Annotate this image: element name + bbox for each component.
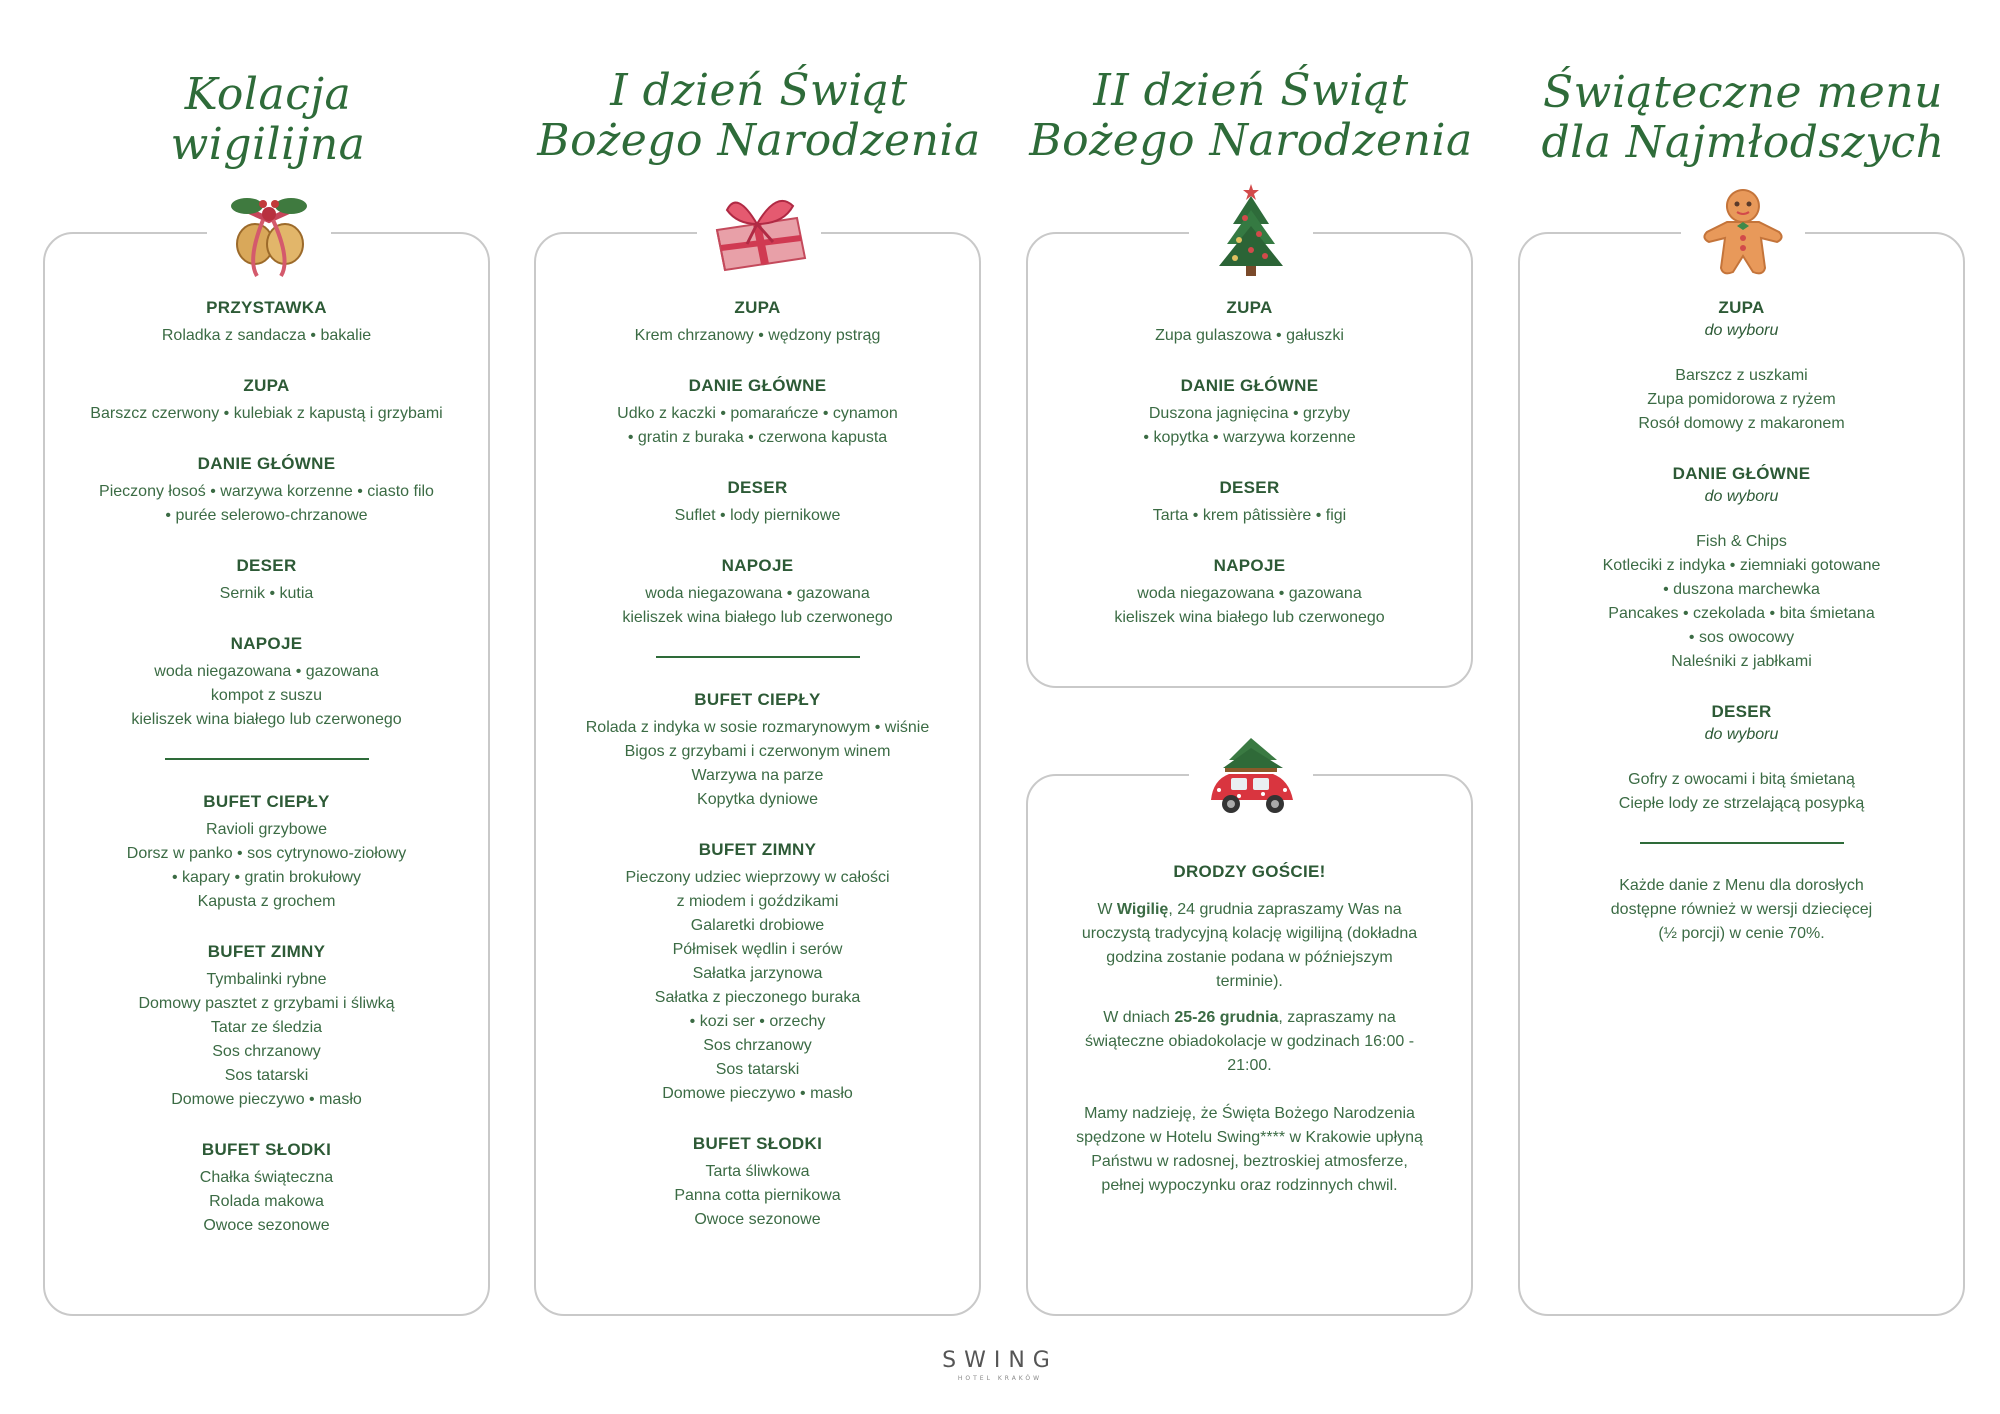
menu-item: • purée selerowo-chrzanowe [165, 507, 368, 524]
menu-item: • kopytka • warzywa korzenne [1143, 429, 1356, 446]
section-subheading: do wyboru [1704, 322, 1779, 339]
menu-item: Chałka świąteczna [199, 1169, 334, 1186]
menu-section [1028, 374, 1471, 450]
section-heading: DESER [236, 556, 297, 575]
menu-item: Pieczony łosoś • warzywa korzenne • ciasto filo [99, 483, 434, 500]
menu-item: Bigos z grzybami i czerwonym winem [624, 743, 891, 760]
menu-item: Tarta śliwkowa [705, 1163, 810, 1180]
menu-item: Fish & Chips [1696, 533, 1787, 550]
menu-item: Sałatka z pieczonego buraka [654, 989, 861, 1006]
section-subheading: do wyboru [1704, 488, 1779, 505]
guests-paragraph-1: W Wigilię, 24 grudnia zapraszamy Was na uroczystą tradycyjną kolację wigilijną (dokładna godzina zostanie podana w późniejszym terminie). [1081, 901, 1418, 990]
menu-item: Zupa gulaszowa • gałuszki [1155, 327, 1344, 344]
menu-section [1520, 462, 1963, 674]
logo-subtitle: HOTEL KRAKÓW [957, 1375, 1043, 1382]
menu-item: Galaretki drobiowe [690, 917, 825, 934]
logo-name: SWING [942, 1348, 1058, 1373]
menu-item: Owoce sezonowe [203, 1217, 330, 1234]
menu-section [1028, 554, 1471, 630]
menu-section [45, 940, 488, 1112]
menu-item: Barszcz z uszkami [1675, 367, 1808, 384]
section-heading: BUFET CIEPŁY [694, 690, 821, 709]
title-line: Bożego Narodzenia [1029, 115, 1473, 166]
section-heading: PRZYSTAWKA [206, 298, 327, 317]
menu-item: woda niegazowana • gazowana [1137, 585, 1362, 602]
menu-item: Naleśniki z jabłkami [1671, 653, 1812, 670]
menu-section [1028, 296, 1471, 348]
title-line: I dzień Świąt [610, 65, 908, 116]
section-heading: ZUPA [734, 298, 781, 317]
menu-item: Sernik • kutia [219, 585, 314, 602]
column-title-ii-dzien-swiat [1016, 66, 1486, 166]
menu-section [536, 476, 979, 528]
menu-item: Rosół domowy z makaronem [1638, 415, 1845, 432]
menu-item: woda niegazowana • gazowana [645, 585, 870, 602]
section-heading: NAPOJE [721, 556, 794, 575]
menu-item: • duszona marchewka [1663, 581, 1820, 598]
menu-section [1520, 700, 1963, 816]
menu-item: Dorsz w panko • sos cytrynowo-ziołowy [126, 845, 407, 862]
title-line: dla Najmłodszych [1541, 117, 1945, 168]
section-heading: DESER [1219, 478, 1280, 497]
section-heading: BUFET SŁODKI [201, 1140, 332, 1159]
kids-menu-note [1520, 874, 1963, 946]
section-heading: DESER [1711, 702, 1772, 721]
title-line: Kolacja [184, 69, 352, 120]
menu-item: Kotleciki z indyka • ziemniaki gotowane [1602, 557, 1881, 574]
menu-item: Półmisek wędlin i serów [672, 941, 843, 958]
note-line: (½ porcji) w cenie 70%. [1658, 925, 1825, 942]
christmas-tree-icon [1189, 178, 1313, 278]
section-divider [1640, 842, 1844, 844]
note-line: dostępne również w wersji dziecięcej [1610, 901, 1873, 918]
menu-item: Barszcz czerwony • kulebiak z kapustą i grzybami [90, 405, 443, 422]
menu-item: Ravioli grzybowe [206, 821, 327, 838]
menu-section [45, 554, 488, 606]
section-heading: BUFET SŁODKI [692, 1134, 823, 1153]
menu-item: kompot z suszu [210, 687, 323, 704]
menu-item: • kozi ser • orzechy [689, 1013, 826, 1030]
section-heading: BUFET CIEPŁY [203, 792, 330, 811]
menu-item: Sos chrzanowy [212, 1043, 321, 1060]
title-line: II dzień Świąt [1093, 65, 1409, 116]
christmas-bells-icon [207, 180, 331, 280]
menu-item: Sos tatarski [224, 1067, 309, 1084]
menu-section [536, 374, 979, 450]
menu-item: Domowy pasztet z grzybami i śliwką [138, 995, 395, 1012]
menu-item: Kopytka dyniowe [697, 791, 818, 808]
gift-box-icon [697, 180, 821, 280]
section-heading: NAPOJE [230, 634, 303, 653]
menu-item: Krem chrzanowy • wędzony pstrąg [634, 327, 881, 344]
menu-item: Sos tatarski [715, 1061, 800, 1078]
section-divider [656, 656, 860, 658]
menu-item: woda niegazowana • gazowana [154, 663, 379, 680]
menu-section [536, 838, 979, 1106]
menu-item: Pieczony udziec wieprzowy w całości [625, 869, 890, 886]
title-line: Bożego Narodzenia [537, 115, 981, 166]
menu-item: Roladka z sandacza • bakalie [161, 327, 372, 344]
menu-item: Owoce sezonowe [694, 1211, 821, 1228]
menu-item: Ciepłe lody ze strzelającą posypką [1618, 795, 1865, 812]
menu-section [45, 1138, 488, 1238]
section-heading: BUFET ZIMNY [207, 942, 326, 961]
section-subheading: do wyboru [1704, 726, 1779, 743]
menu-card-dla-dzieci [1518, 232, 1965, 1316]
menu-item: Zupa pomidorowa z ryżem [1647, 391, 1836, 408]
gingerbread-man-icon [1681, 182, 1805, 282]
menu-item: Sałatka jarzynowa [692, 965, 823, 982]
guests-paragraph-3: Mamy nadzieję, że Święta Bożego Narodzenia spędzone w Hotelu Swing**** w Krakowie upłyną Państwu w radosnej, beztroskiej atmosferze, pełnej wypoczynku oraz rodzinnych chwil. [1076, 1105, 1423, 1194]
menu-item: Domowe pieczywo • masło [171, 1091, 362, 1108]
menu-section [536, 688, 979, 812]
menu-item: Tatar ze śledzia [210, 1019, 323, 1036]
section-heading: ZUPA [1226, 298, 1273, 317]
menu-item: Kapusta z grochem [197, 893, 336, 910]
title-line: Świąteczne menu [1543, 67, 1943, 118]
menu-item: kieliszek wina białego lub czerwonego [622, 609, 893, 626]
menu-section [536, 1132, 979, 1232]
menu-card-ii-dzien [1026, 232, 1473, 688]
section-heading: ZUPA [1718, 298, 1765, 317]
menu-item: kieliszek wina białego lub czerwonego [1114, 609, 1385, 626]
menu-item: • sos owocowy [1688, 629, 1795, 646]
section-heading: ZUPA [243, 376, 290, 395]
menu-item: Tymbalinki rybne [206, 971, 327, 988]
note-line: Każde danie z Menu dla dorosłych [1619, 877, 1864, 894]
menu-section [1028, 476, 1471, 528]
guests-card [1026, 774, 1473, 1316]
section-heading: BUFET ZIMNY [698, 840, 817, 859]
section-divider [165, 758, 369, 760]
menu-item: Rolada z indyka w sosie rozmarynowym • wiśnie [585, 719, 930, 736]
section-heading: DANIE GŁÓWNE [1672, 464, 1811, 483]
column-title-menu-dla-najmlodszych [1508, 68, 1978, 168]
menu-item: Duszona jagnięcina • grzyby [1148, 405, 1351, 422]
menu-item: • kapary • gratin brokułowy [171, 869, 362, 886]
menu-item: • gratin z buraka • czerwona kapusta [627, 429, 888, 446]
menu-item: z miodem i goździkami [676, 893, 839, 910]
menu-section [45, 790, 488, 914]
menu-item: Warzywa na parze [691, 767, 824, 784]
menu-item: Panna cotta piernikowa [674, 1187, 841, 1204]
column-title-kolacja-wigilijna [33, 70, 503, 170]
menu-section [1520, 296, 1963, 436]
car-with-tree-icon [1189, 730, 1313, 830]
menu-section [45, 452, 488, 528]
menu-section [536, 296, 979, 348]
menu-section [536, 554, 979, 630]
menu-card-i-dzien [534, 232, 981, 1316]
menu-item: Rolada makowa [209, 1193, 324, 1210]
menu-item: Gofry z owocami i bitą śmietaną [1628, 771, 1855, 788]
menu-item: Pancakes • czekolada • bita śmietana [1608, 605, 1875, 622]
guests-paragraph-2: W dniach 25-26 grudnia, zapraszamy na świąteczne obiadokolacje w godzinach 16:00 - 21:00. [1084, 1009, 1415, 1074]
section-heading: DANIE GŁÓWNE [688, 376, 827, 395]
title-line: wigilijna [170, 119, 366, 170]
section-heading: DESER [727, 478, 788, 497]
hotel-logo [0, 1348, 2000, 1382]
menu-item: kieliszek wina białego lub czerwonego [131, 711, 402, 728]
guests-heading: DRODZY GOŚCIE! [1173, 862, 1326, 881]
menu-item: Tarta • krem pâtissière • figi [1152, 507, 1347, 524]
section-heading: DANIE GŁÓWNE [197, 454, 336, 473]
section-heading: NAPOJE [1213, 556, 1286, 575]
menu-section [45, 374, 488, 426]
menu-item: Suflet • lody piernikowe [674, 507, 841, 524]
section-heading: DANIE GŁÓWNE [1180, 376, 1319, 395]
menu-item: Sos chrzanowy [703, 1037, 812, 1054]
menu-card-wigilia [43, 232, 490, 1316]
menu-section [45, 296, 488, 348]
menu-section [45, 632, 488, 732]
menu-item: Udko z kaczki • pomarańcze • cynamon [617, 405, 898, 422]
column-title-i-dzien-swiat [524, 66, 994, 166]
menu-item: Domowe pieczywo • masło [662, 1085, 853, 1102]
